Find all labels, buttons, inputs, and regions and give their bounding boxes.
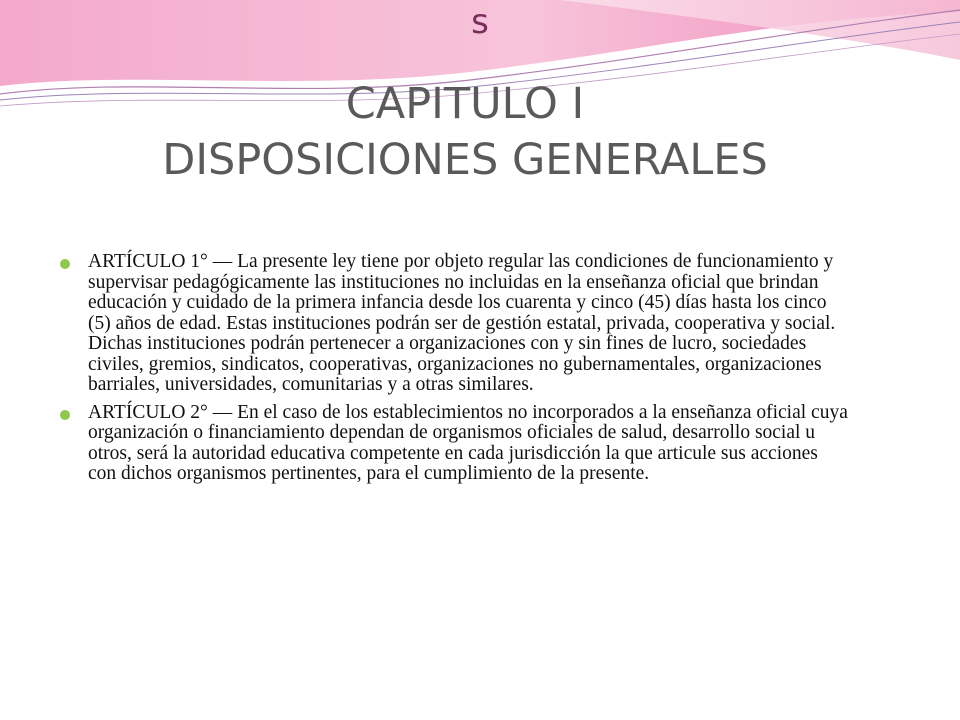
article-2-text: ARTÍCULO 2° — En el caso de los establecimientos no incorporados a la enseñanza oficial cuya organización o financiamiento dependan de organismos oficiales de salud, desarrollo social u otros, será la autoridad educativa competente en cada jurisdicción la que articule sus acciones con dichos organismos pertinentes, para el cumplimiento de la presente. bbox=[88, 401, 848, 484]
article-1-text: ARTÍCULO 1° — La presente ley tiene por objeto regular las condiciones de funcionamiento y supervisar pedagógicamente las instituciones no incluidas en la enseñanza oficial que brindan educación y cuidado de la primera infancia desde los cuarenta y cinco (45) días hasta los cinco (5) años de edad. Estas instituciones podrán ser de gestión estatal, privada, cooperativa y social. Dichas instituciones podrán pertenecer a organizaciones con y sin fines de lucro, sociedades civiles, gremios, sindicatos, cooperativas, organizaciones no gubernamentales, organizaciones barriales, universidades, comunitarias y a otras similares. bbox=[88, 251, 836, 395]
slide-title bbox=[0, 76, 930, 188]
chapter-title: CAPITULO I bbox=[345, 79, 585, 129]
chapter-subtitle: DISPOSICIONES GENERALES bbox=[162, 135, 768, 185]
list-item bbox=[58, 403, 848, 485]
list-item bbox=[58, 252, 848, 396]
article-list bbox=[58, 252, 848, 492]
title-prefix: s bbox=[471, 2, 489, 42]
title-clip bbox=[0, 0, 960, 50]
bullet-icon bbox=[60, 259, 70, 269]
bullet-icon bbox=[60, 410, 70, 420]
